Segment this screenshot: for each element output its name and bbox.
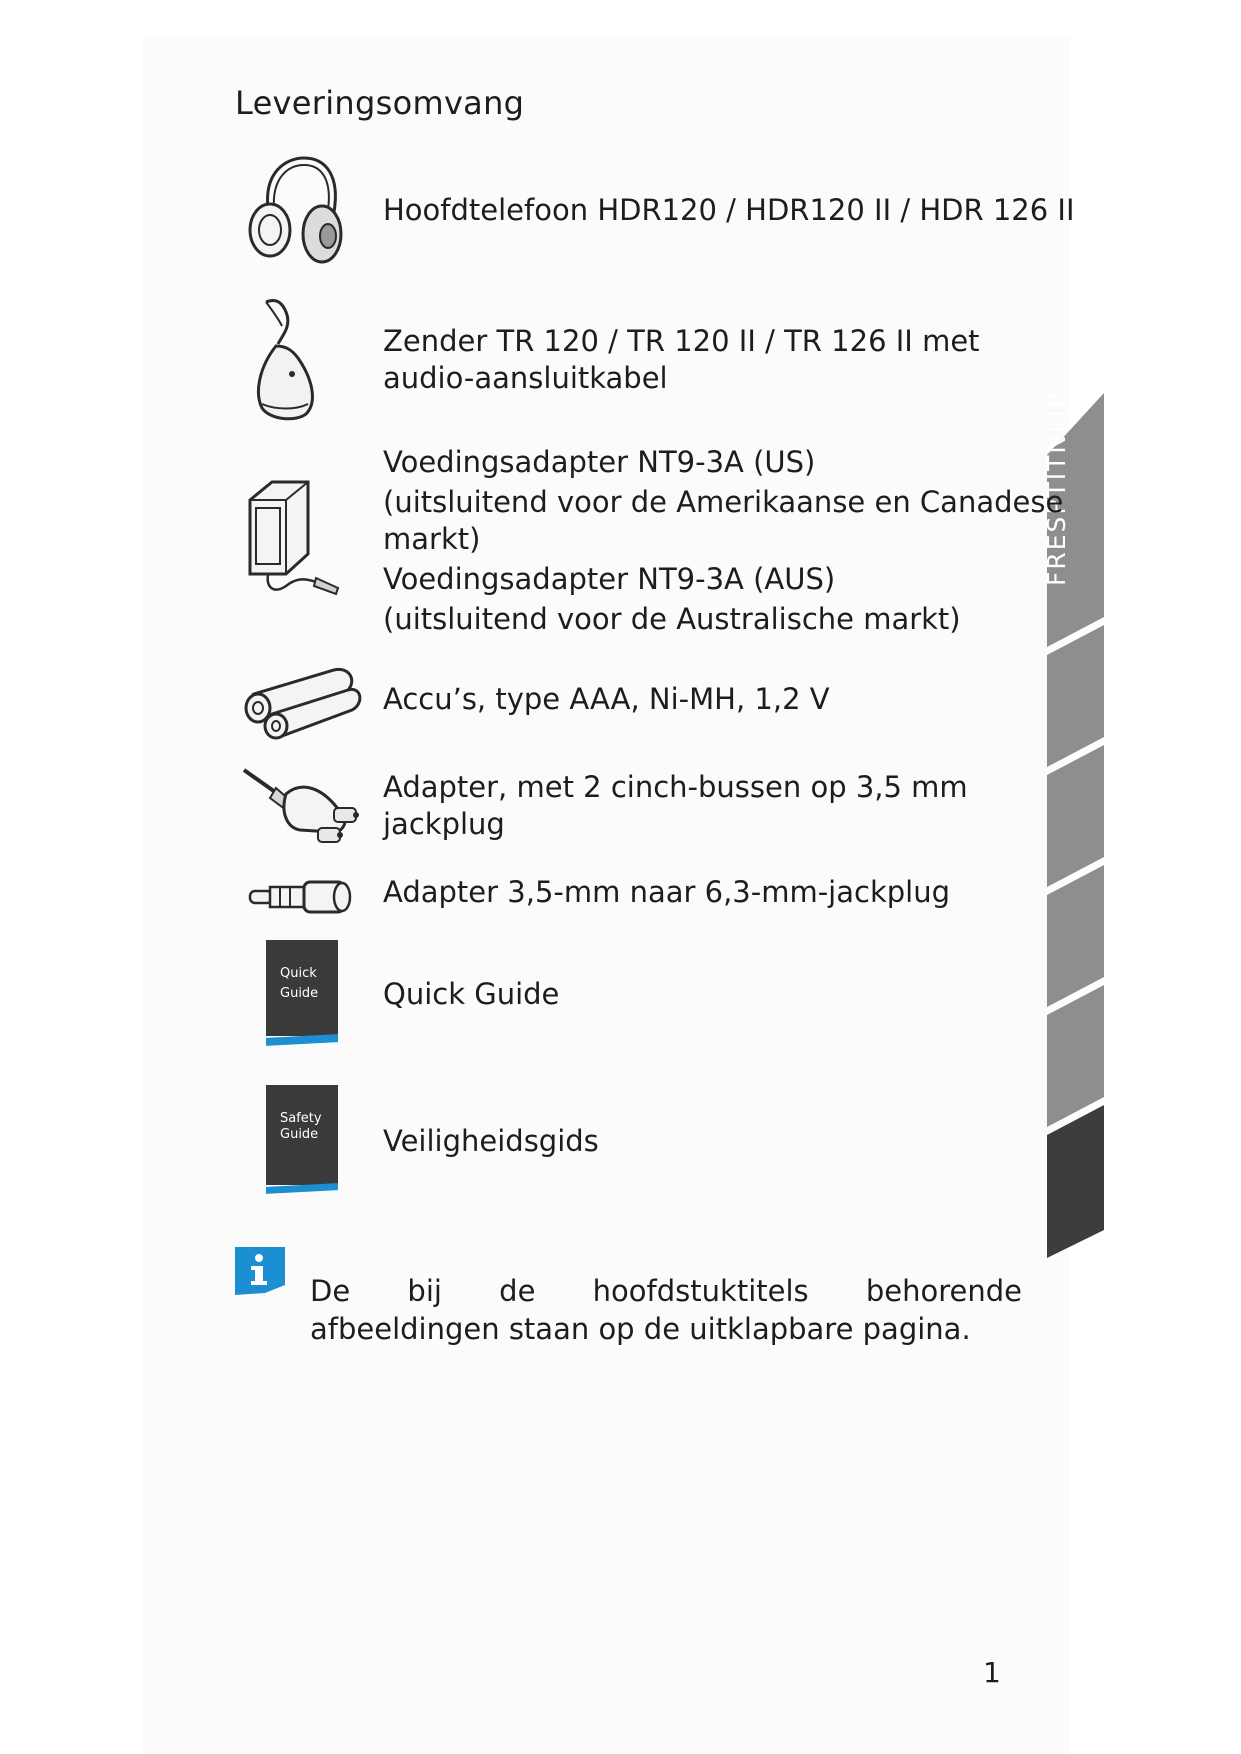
info-note: De bij de hoofdstuktitels behorende afbeeldingen staan op de uitklapbare pagina. xyxy=(310,1274,1022,1346)
item-transmitter-text xyxy=(383,323,980,397)
item-line: Quick Guide xyxy=(383,977,560,1011)
info-icon xyxy=(233,1245,289,1299)
side-tab-4[interactable] xyxy=(1047,865,1104,1007)
batteries-icon xyxy=(240,664,362,740)
side-tab-label: FRESPTITNLJP xyxy=(1042,390,1071,586)
item-line: markt) xyxy=(383,522,481,556)
item-line: Accu’s, type AAA, Ni-MH, 1,2 V xyxy=(383,682,830,716)
item-headphones-text xyxy=(383,192,1075,229)
item-line: audio-aansluitkabel xyxy=(383,361,668,395)
item-line: Adapter 3,5-mm naar 6,3-mm-jackplug xyxy=(383,875,951,909)
item-line: (uitsluitend voor de Amerikaanse en Canadese xyxy=(383,485,1064,519)
item-jack-adapter-text xyxy=(383,874,950,911)
item-line: Voedingsadapter NT9-3A (US) xyxy=(383,445,816,479)
headphones-icon xyxy=(246,152,346,270)
item-line: jackplug xyxy=(383,807,505,841)
safety-guide-booklet-icon xyxy=(266,1085,338,1197)
page-number: 1 xyxy=(983,1656,1001,1689)
item-line: (uitsluitend voor de Australische markt) xyxy=(383,602,961,636)
item-safety-guide-text xyxy=(383,1123,599,1160)
page-title: Leveringsomvang xyxy=(235,84,525,122)
item-line: Hoofdtelefoon HDR120 / HDR120 II / HDR 126 II xyxy=(383,193,1075,227)
item-batteries-text xyxy=(383,681,830,718)
item-line: Voedingsadapter NT9-3A (AUS) xyxy=(383,562,836,596)
cinch-adapter-icon xyxy=(240,764,364,854)
item-quick-guide-text xyxy=(383,976,559,1013)
item-line: Zender TR 120 / TR 120 II / TR 126 II met xyxy=(383,324,980,358)
item-line: Veiligheidsgids xyxy=(383,1124,599,1158)
item-line: Adapter, met 2 cinch-bussen op 3,5 mm xyxy=(383,770,968,804)
booklet-label: Quick Guide xyxy=(280,966,319,1001)
jack-adapter-icon xyxy=(246,878,356,916)
item-power-adapter-text xyxy=(383,444,1063,638)
side-tab-5[interactable] xyxy=(1047,985,1104,1127)
side-tab-active[interactable] xyxy=(1047,1105,1104,1258)
side-tab-2[interactable] xyxy=(1047,625,1104,767)
power-adapter-icon xyxy=(244,478,348,598)
quick-guide-booklet-icon xyxy=(266,940,338,1052)
booklet-label: Safety Guide xyxy=(280,1111,322,1142)
transmitter-icon xyxy=(252,296,324,424)
item-cinch-adapter-text xyxy=(383,769,968,843)
side-tab-3[interactable] xyxy=(1047,745,1104,887)
